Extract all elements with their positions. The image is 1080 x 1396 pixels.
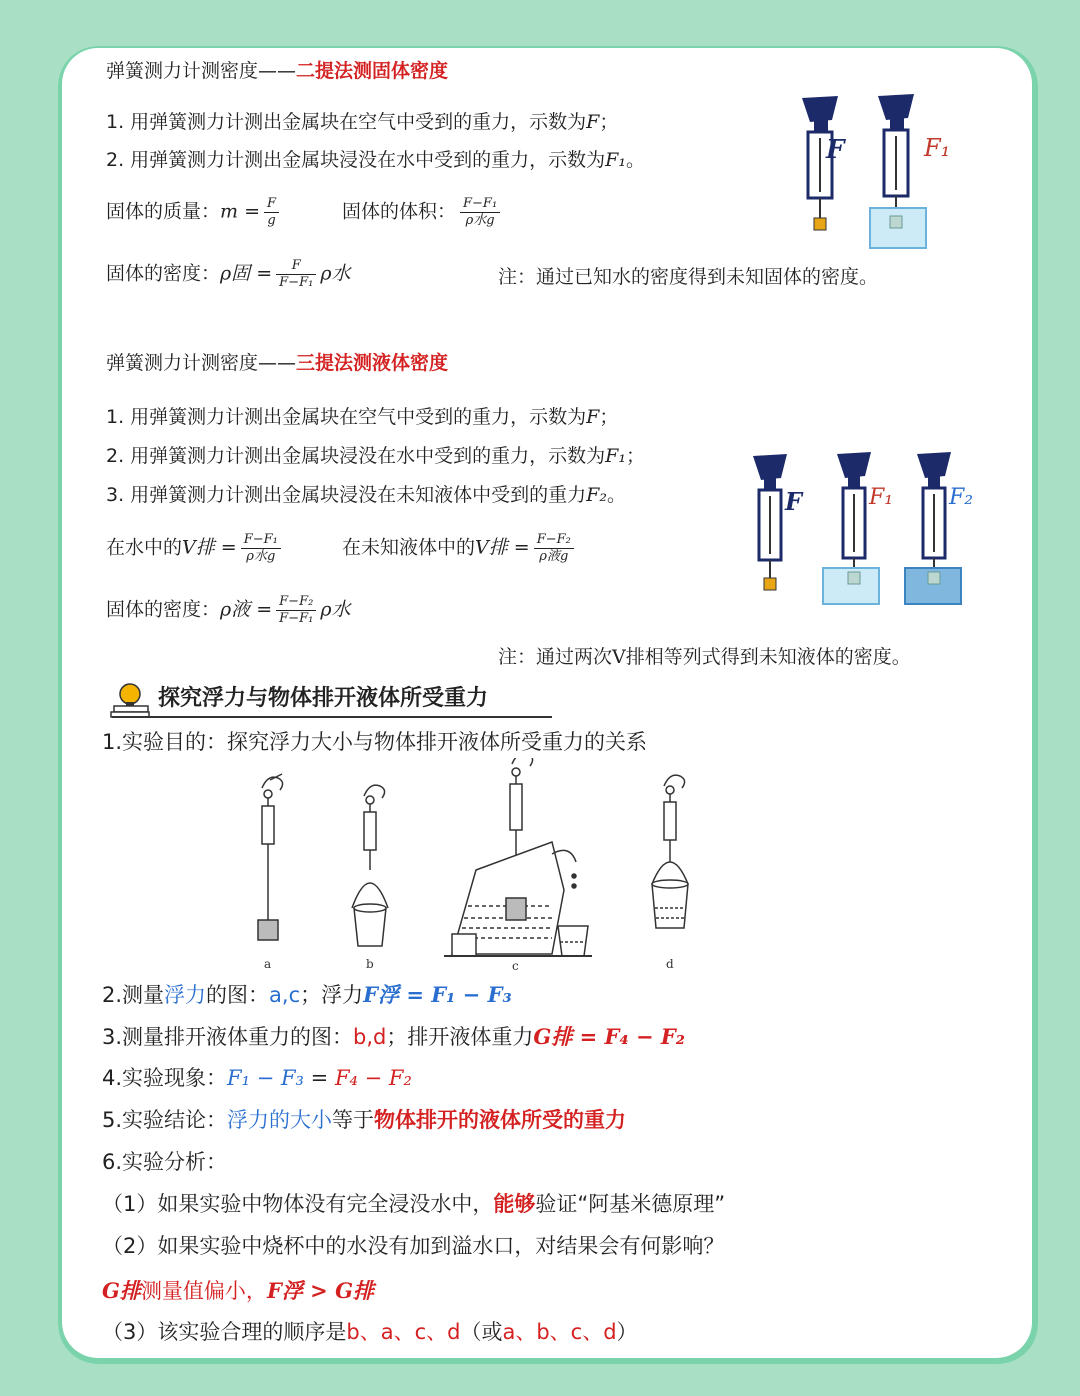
sec2-note: 注：通过两次V排相等列式得到未知液体的密度。 [498, 646, 911, 668]
sec1-den-label: 固体的密度： [106, 262, 221, 285]
a2-c: F浮 > G排 [266, 1278, 374, 1303]
sec2-vwater-fraction [241, 532, 281, 564]
scale2-in-air [753, 454, 787, 590]
q3-d: a、b、c、d [502, 1320, 617, 1344]
sec3-a2 [102, 1278, 374, 1304]
sec1-den-den: F−F₁ [279, 274, 314, 290]
q3-e: ） [616, 1320, 638, 1344]
sec2-den-fraction [276, 594, 316, 626]
sec2-spring-scale-figure [745, 448, 995, 608]
sec1-mass-lhs: m = [220, 200, 260, 223]
sec1-title [106, 60, 448, 83]
sec2-vliq-den: ρ液g [539, 548, 569, 564]
sec2-den-label: 固体的密度： [106, 598, 221, 621]
sec1-title-highlight: 二提法测固体密度 [296, 60, 449, 82]
a2-a: G排 [102, 1278, 141, 1303]
sec2-fig-label-f: F [785, 487, 803, 516]
l2-a: 2.测量 [102, 983, 165, 1007]
setup-c [444, 758, 592, 956]
sec2-step2 [106, 445, 645, 468]
q1-b: 能够 [493, 1192, 536, 1216]
fig-label-a: a [264, 957, 272, 971]
sec1-step1-var: F [586, 111, 600, 133]
sec2-step3-end: 。 [606, 484, 626, 506]
sec3-line4 [102, 1066, 412, 1091]
sec2-den-tail: ρ水 [320, 598, 351, 621]
sec3-line5 [102, 1108, 626, 1133]
sec3-title: 探究浮力与物体排开液体所受重力 [158, 686, 489, 711]
sec3-line3 [102, 1024, 685, 1050]
fig-label-d: d [666, 957, 674, 971]
l4-c: = [303, 1066, 335, 1090]
sec1-step2 [106, 149, 645, 172]
sec1-mass-fraction [264, 196, 279, 228]
l3-a: 3.测量排开液体重力的图： [102, 1025, 354, 1049]
l4-a: 4.实验现象： [102, 1066, 228, 1090]
sec2-vwater-formula [106, 532, 285, 564]
sec1-vol-den: ρ水g [465, 212, 495, 228]
sec1-spring-scale-figure [790, 90, 990, 250]
sec2-vliq-num: F−F₂ [534, 532, 574, 549]
sec2-vwater-num: F−F₁ [241, 532, 281, 549]
sec1-fig-label-f: F [826, 135, 845, 165]
sec2-step1-end: ； [599, 406, 619, 428]
l2-c: 的图： [206, 983, 270, 1007]
l2-b: 浮力 [164, 983, 207, 1007]
l4-b: F₁ − F₃ [227, 1066, 304, 1090]
sec3-q1 [102, 1192, 725, 1217]
sec3-title-underline [112, 716, 552, 718]
sec1-density-formula [106, 258, 350, 290]
sec2-step2-var: F₁ [605, 445, 626, 467]
sec1-volume-formula [342, 196, 504, 228]
scale-in-water [870, 94, 926, 248]
sec1-mass-den: g [267, 212, 276, 228]
sec2-title [106, 352, 448, 375]
book-lamp-icon [108, 680, 152, 718]
l3-c: ；排开液体重力 [386, 1025, 534, 1049]
sec1-den-lhs: ρ固 = [220, 262, 273, 285]
l5-c: 等于 [332, 1108, 375, 1132]
sec1-step1-text: 1. 用弹簧测力计测出金属块在空气中受到的重力，示数为 [106, 111, 587, 133]
sec1-step1 [106, 111, 618, 134]
sec2-vwater-den: ρ水g [246, 548, 276, 564]
sec1-den-num: F [276, 258, 316, 275]
sec2-title-highlight: 三提法测液体密度 [296, 352, 449, 374]
experiment-figure [240, 758, 720, 978]
l5-d: 物体排开的液体所受的重力 [374, 1108, 627, 1132]
sec1-mass-num: F [264, 196, 279, 213]
q3-b: b、a、c、d [346, 1320, 461, 1344]
sec1-step2-text: 2. 用弹簧测力计测出金属块浸没在水中受到的重力，示数为 [106, 149, 606, 171]
sec2-vwater-lhs: V排 = [182, 536, 237, 559]
scale2-in-liquid [905, 452, 961, 604]
l4-d: F₄ − F₂ [334, 1066, 412, 1090]
fig-label-c: c [512, 959, 519, 973]
sec1-step2-var: F₁ [605, 149, 626, 171]
sec2-fig-label-f2: F₂ [949, 485, 974, 510]
sec2-density-formula [106, 594, 350, 626]
q1-c: 验证“阿基米德原理” [535, 1192, 726, 1216]
sec2-title-prefix: 弹簧测力计测密度—— [106, 352, 297, 374]
sec2-vwater-label: 在水中的 [106, 536, 183, 559]
sec1-mass-formula [106, 196, 283, 228]
l2-e: ；浮力 [300, 983, 364, 1007]
sec1-title-prefix: 弹簧测力计测密度—— [106, 60, 297, 82]
sec3-goal: 1.实验目的：探究浮力大小与物体排开液体所受重力的关系 [102, 730, 648, 754]
a2-b: 测量值偏小， [140, 1279, 267, 1303]
sec2-step3 [106, 484, 626, 507]
sec2-step1-var: F [586, 406, 600, 428]
sec3-line2 [102, 982, 512, 1008]
sec3-q2: （2）如果实验中烧杯中的水没有加到溢水口，对结果会有何影响？ [102, 1234, 725, 1258]
sec1-vol-label: 固体的体积： [342, 200, 457, 223]
sec1-step2-end: 。 [625, 149, 645, 171]
l3-formula: G排 = F₄ − F₂ [533, 1024, 685, 1049]
sec1-note: 注：通过已知水的密度得到未知固体的密度。 [498, 266, 879, 288]
sec1-den-tail: ρ水 [320, 262, 351, 285]
sec2-vliquid-formula [342, 532, 578, 564]
setup-d [652, 775, 688, 928]
q1-a: （1）如果实验中物体没有完全浸没水中， [102, 1192, 494, 1216]
sec2-den-lhs: ρ液 = [220, 598, 273, 621]
setup-b [352, 785, 388, 946]
l3-b: b,d [353, 1025, 387, 1049]
fig-label-b: b [366, 957, 374, 971]
sec1-vol-num: F−F₁ [460, 196, 500, 213]
sec2-step1 [106, 406, 618, 429]
sec2-vliq-fraction [534, 532, 574, 564]
setup-a [258, 774, 283, 940]
sec1-vol-fraction [460, 196, 500, 228]
sec2-den-num: F−F₂ [276, 594, 316, 611]
sec2-fig-label-f1: F₁ [869, 485, 894, 510]
sec1-step1-end: ； [599, 111, 619, 133]
sec1-mass-label: 固体的质量： [106, 200, 221, 223]
sec1-den-fraction [276, 258, 316, 290]
sec3-q3 [102, 1320, 638, 1345]
q3-c: （或 [460, 1320, 503, 1344]
q3-a: （3）该实验合理的顺序是 [102, 1320, 347, 1344]
sec2-step3-var: F₂ [586, 484, 607, 506]
sec1-fig-label-f1: F₁ [924, 134, 951, 162]
sec2-step1-text: 1. 用弹簧测力计测出金属块在空气中受到的重力，示数为 [106, 406, 587, 428]
l5-a: 5.实验结论： [102, 1108, 228, 1132]
sec2-vliq-lhs: V排 = [475, 536, 530, 559]
sec2-step2-end: ； [625, 445, 645, 467]
l5-b: 浮力的大小 [227, 1108, 333, 1132]
sec3-line6: 6.实验分析： [102, 1150, 228, 1174]
sec2-step3-text: 3. 用弹簧测力计测出金属块浸没在未知液体中受到的重力 [106, 484, 587, 506]
sec2-step2-text: 2. 用弹簧测力计测出金属块浸没在水中受到的重力，示数为 [106, 445, 606, 467]
sec2-den-den: F−F₁ [279, 610, 314, 626]
scale2-in-water [823, 452, 879, 604]
sec2-vliq-label: 在未知液体中的 [342, 536, 476, 559]
l2-d: a,c [269, 983, 301, 1007]
l2-formula: F浮 = F₁ − F₃ [363, 982, 512, 1007]
